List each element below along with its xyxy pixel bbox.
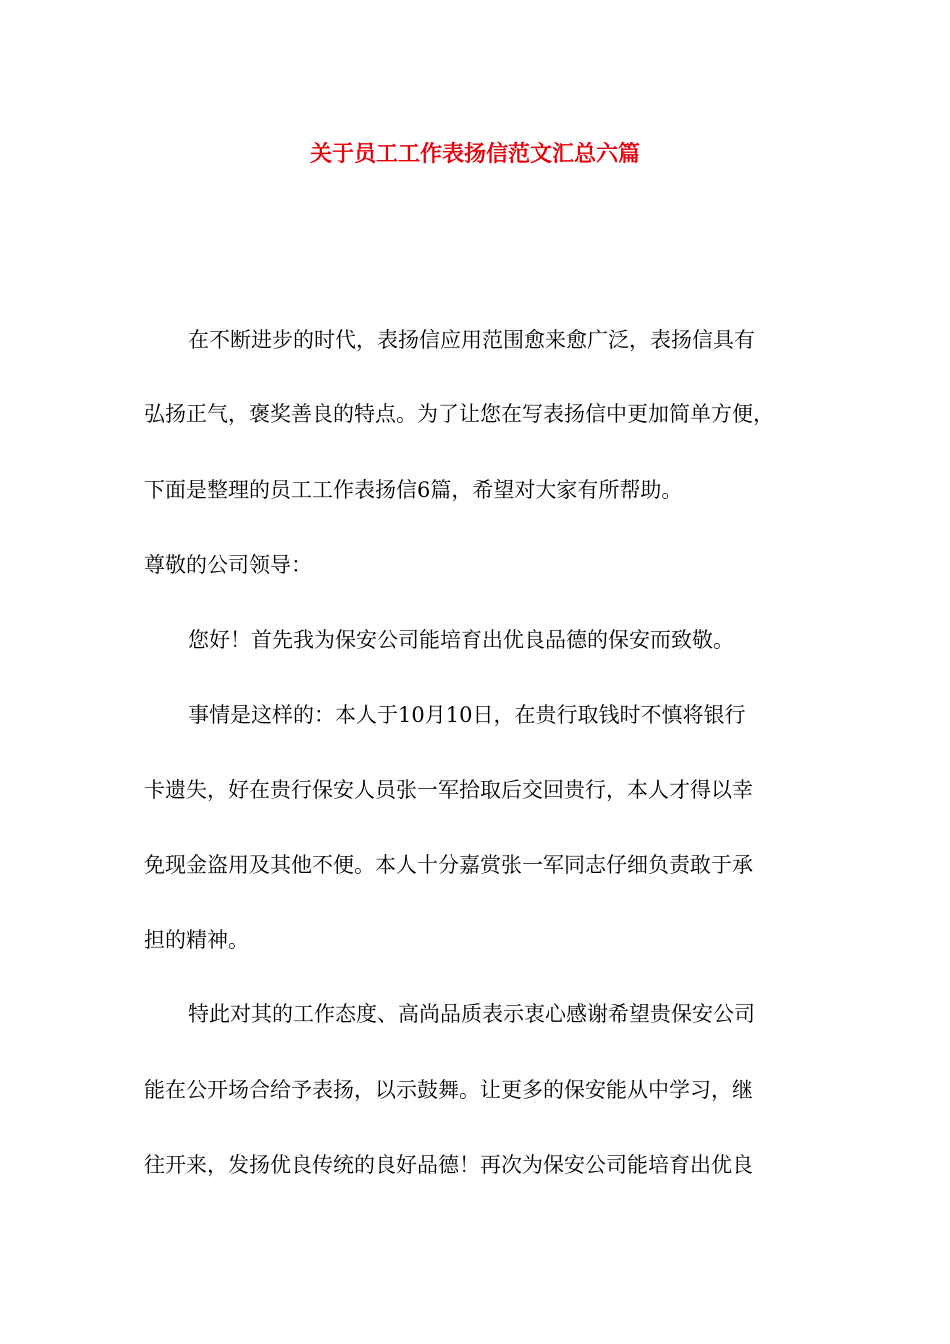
paragraph-line: 往开来，发扬优良传统的良好品德！再次为保安公司能培育出优良 xyxy=(144,1153,753,1177)
paragraph-line: 担的精神。 xyxy=(144,928,249,952)
paragraph-line: 在不断进步的时代，表扬信应用范围愈来愈广泛，表扬信具有 xyxy=(188,328,755,352)
paragraph-line: 下面是整理的员工工作表扬信6篇，希望对大家有所帮助。 xyxy=(144,478,683,502)
paragraph-line: 特此对其的工作态度、高尚品质表示衷心感谢希望贵保安公司 xyxy=(188,1002,755,1026)
salutation: 尊敬的公司领导： xyxy=(144,553,312,577)
document-title: 关于员工工作表扬信范文汇总六篇 xyxy=(309,141,640,167)
paragraph-line: 您好！首先我为保安公司能培育出优良品德的保安而致敬。 xyxy=(188,628,734,652)
paragraph-line: 弘扬正气，褒奖善良的特点。为了让您在写表扬信中更加简单方便， xyxy=(144,402,774,426)
paragraph-line: 免现金盗用及其他不便。本人十分嘉赏张一军同志仔细负责敢于承 xyxy=(144,853,753,877)
paragraph-line: 卡遗失，好在贵行保安人员张一军拾取后交回贵行，本人才得以幸 xyxy=(144,778,753,802)
paragraph-line: 事情是这样的：本人于10月10日，在贵行取钱时不慎将银行 xyxy=(188,703,746,727)
paragraph-line: 能在公开场合给予表扬，以示鼓舞。让更多的保安能从中学习，继 xyxy=(144,1078,753,1102)
